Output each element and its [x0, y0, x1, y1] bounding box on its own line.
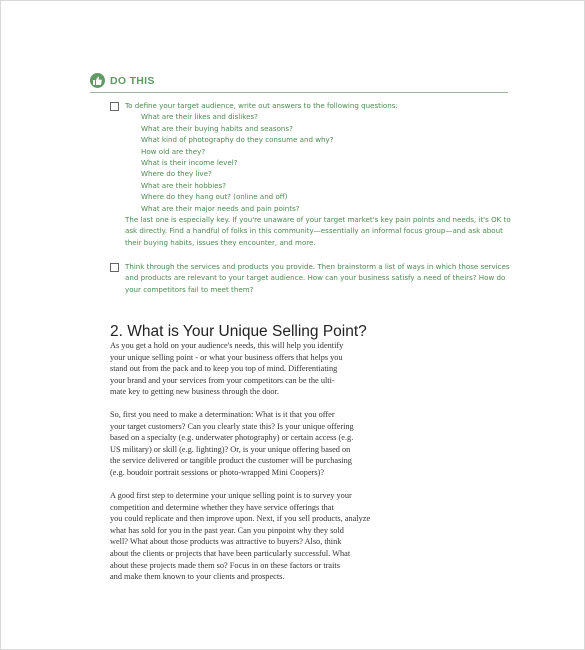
question: What are their likes and dislikes?: [141, 112, 258, 122]
section-heading: 2. What is Your Unique Selling Point?: [110, 323, 367, 340]
text-line: you could replicate and then improve upon. Next, if you sell products, analyze: [110, 514, 371, 524]
question: Where do they hang out? (online and off): [141, 192, 288, 202]
text-line: about these projects made them so? Focus in on these factors or traits: [110, 560, 340, 570]
text-line: and make them known to your clients and prospects.: [110, 572, 285, 582]
question: What are their hobbies?: [141, 180, 227, 190]
question: What is their income level?: [141, 158, 238, 167]
paragraph-1: [110, 340, 346, 398]
text-line: the service delivered or tangible product the customer will be purchasing: [110, 456, 352, 466]
paragraph-2: [110, 409, 354, 479]
text-line: mate key to getting new business through the door.: [110, 387, 279, 397]
text-line: based on a specialty (e.g. underwater photography) or certain access (e.g.: [110, 433, 354, 443]
question: What are their buying habits and seasons?: [141, 123, 293, 133]
checkbox[interactable]: [110, 263, 119, 272]
text-line: A good first step to determine your unique selling point is to survey your: [110, 491, 352, 500]
question: How old are they?: [141, 146, 206, 156]
text-line: your unique selling point - or what your business offers that helps you: [110, 352, 343, 362]
text-line: stand out from the pack and to keep you top of mind. Differentiating: [110, 364, 338, 374]
text-line: about the clients or projects that have been particularly successful. What: [110, 548, 351, 558]
question: What kind of photography do they consume and why?: [141, 135, 334, 145]
item-line: and products are relevant to your target audience. How can your business satisfy a need of theirs? How do: [125, 273, 506, 283]
text-line: your brand and your services from your competitors can be the ulti-: [110, 375, 335, 385]
checkbox[interactable]: [110, 102, 119, 111]
text-line: competition and determine whether they have service offerings that: [110, 502, 334, 512]
text-line: well? What about those products was attractive to buyers? Also, think: [110, 537, 342, 547]
thumbs-up-icon: [90, 73, 105, 88]
closing-line: their buying habits, issues they encounter, and more.: [125, 237, 316, 247]
text-line: (e.g. boudoir portrait sessions or photo-wrapped Mini Coopers)?: [110, 467, 325, 477]
do-this-header: [90, 72, 508, 93]
item-intro: To define your target audience, write out answers to the following questions:: [125, 101, 398, 110]
text-line: what has sold for you in the past year. Can you pinpoint why they sold: [110, 525, 344, 535]
question: Where do they live?: [141, 169, 212, 179]
item-line: your competitors fail to meet them?: [125, 284, 254, 294]
closing-line: The last one is especially key. If you're unaware of your target market's key pain points and needs, it's OK to: [125, 215, 511, 224]
do-this-title: DO THIS: [110, 75, 155, 87]
paragraph-3: [110, 490, 371, 583]
text-line: US military) or skill (e.g. lighting)? Or, is your unique offering based on: [110, 444, 351, 454]
item-line: Think through the services and products you provide. Then brainstorm a list of ways in which those services: [125, 262, 510, 271]
question: What are their major needs and pain points?: [141, 203, 300, 213]
text-line: As you get a hold on your audience's needs, this will help you identify: [110, 341, 344, 350]
closing-line: ask directly. Find a handful of folks in this community—essentially an informal focus group—and ask about: [125, 226, 503, 236]
text-line: your target customers? Can you clearly state this? Is your unique offering: [110, 421, 354, 431]
text-line: So, first you need to make a determination: What is it that you offer: [110, 410, 335, 419]
